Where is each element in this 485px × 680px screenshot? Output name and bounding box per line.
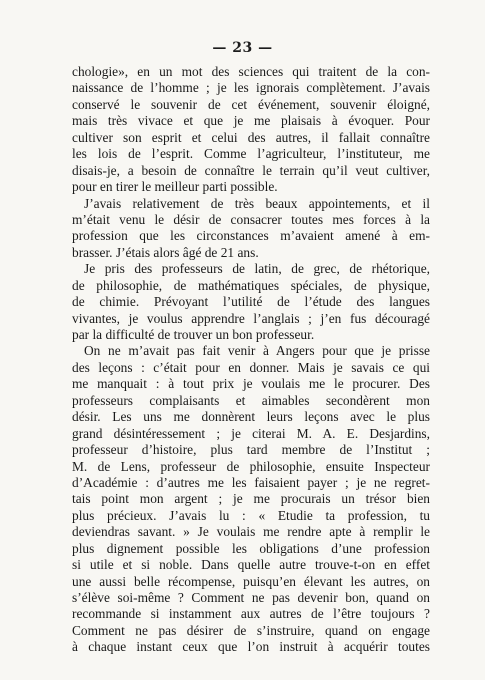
paragraph-2 [72, 196, 430, 262]
text-line: chologie», en un mot des sciences qui traitent de la con- [72, 64, 430, 79]
text-line: recommande si instamment aux autres de l’être toujours ? [72, 606, 430, 622]
text-line: si utile et si noble. Dans quelle autre trouve-t-on en effet [72, 557, 430, 573]
page-number: — 23 — [212, 40, 273, 56]
text-line: de philosophie, de mathématiques spéciales, de physique, [72, 277, 430, 293]
text-line: mais très vivace et que je me plaisais à évoquer. Pour [72, 113, 430, 129]
text-line: conservé le souvenir de cet événement, souvenir éloigné, [72, 96, 430, 112]
text-line: cultiver son esprit et celui des autres, il fallait connaître [72, 129, 430, 145]
text-line: Comment ne pas désirer de s’instruire, quand on engage [72, 622, 430, 638]
text-line: une aussi belle récompense, puisqu’en élevant les autres, on [72, 573, 430, 589]
text-line: d’Académie : d’autres me les faisaient payer ; je ne regret- [72, 474, 430, 490]
text-line: disais-je, a besoin de connaître le terrain qu’il veut cultiver, [72, 162, 430, 178]
text-line: On ne m’avait pas fait venir à Angers pour que je prisse [84, 343, 430, 359]
text-line: J’avais relativement de très beaux appointements, et il [84, 195, 430, 211]
text-line: les lois de l’esprit. Comme l’agriculteur, l’instituteur, me [72, 146, 430, 162]
text-line: tais point mon argent ; je me procurais un trésor bien [72, 491, 430, 507]
text-line: grand désintéressement ; je citerai M. A. E. Desjardins, [72, 425, 430, 441]
text-line: brasser. J’étais alors âgé de 21 ans. [72, 244, 259, 260]
text-line: professeur d’histoire, plus tard membre de l’Institut ; [72, 442, 430, 458]
text-line: professeurs complaisants et aimables secondèrent mon [72, 392, 430, 408]
paragraph-1 [72, 64, 430, 196]
paragraph-3 [72, 261, 430, 343]
text-line: M. de Lens, professeur de philosophie, ensuite Inspecteur [72, 458, 430, 474]
text-line: m’était venu le désir de consacrer toutes mes forces à la [72, 211, 430, 227]
text-line: Je pris des professeurs de latin, de grec, de rhétorique, [84, 261, 430, 277]
text-line: de chimie. Prévoyant l’utilité de l’étude des langues [72, 294, 430, 310]
text-line: plus précieux. J’avais lu : « Etudie ta profession, tu [72, 507, 430, 523]
text-line: plus dignement possible les obligations d’une profession [72, 540, 430, 556]
text-line: pour en tirer le meilleur parti possible. [72, 179, 278, 195]
text-line: me manquait : à tout prix je voulais me le procurer. Des [72, 376, 430, 392]
text-line: s’élève soi-même ? Comment ne pas devenir bon, quand on [72, 590, 430, 605]
text-line: par la difficulté de trouver un bon professeur. [72, 327, 315, 342]
text-line: naissance de l’homme ; je les ignorais complètement. J’avais [72, 80, 430, 96]
text-line: à chaque instant ceux que l’on instruit à acquérir toutes [72, 639, 430, 655]
text-line: deviendras savant. » Je voulais me rendre apte à remplir le [72, 524, 430, 540]
text-line: des leçons : c’était pour en donner. Mais je savais ce qui [72, 359, 430, 375]
text-line: profession que les circonstances m’avaient amené à em- [72, 228, 430, 244]
text-line: désir. Les uns me donnèrent leurs leçons avec le plus [72, 409, 430, 425]
text-line: vivantes, je voulus apprendre l’anglais ; j’en fus découragé [72, 310, 430, 326]
paragraph-4 [72, 343, 430, 655]
body-text [72, 64, 430, 656]
